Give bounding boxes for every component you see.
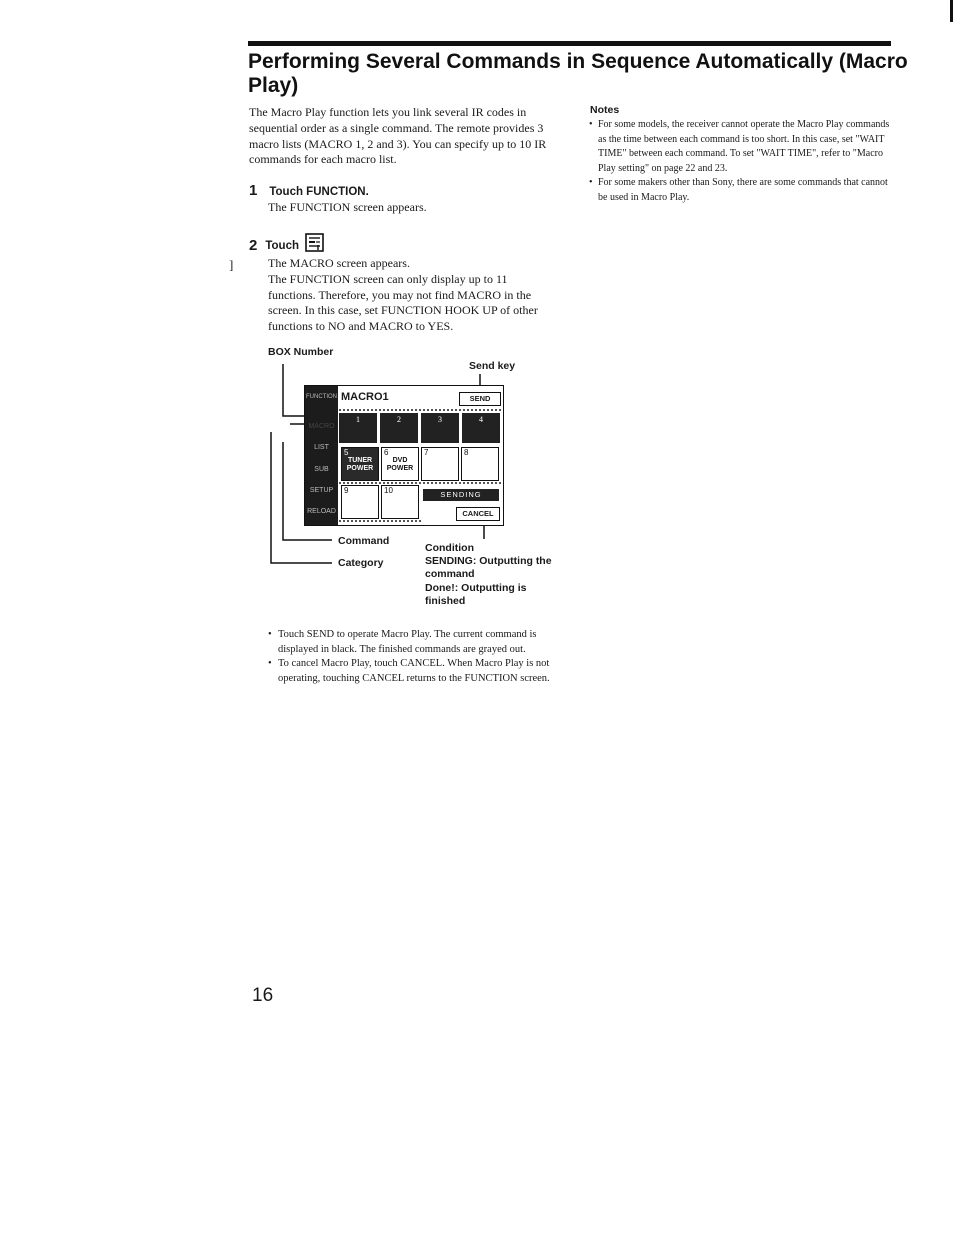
side-tab-setup[interactable]: SETUP: [309, 487, 334, 494]
slot-label: TUNER POWER: [346, 457, 374, 472]
slot-number: 8: [464, 448, 469, 457]
page-title: Performing Several Commands in Sequence Automatically (Macro Play): [248, 50, 908, 97]
command-slot-5[interactable]: [341, 447, 379, 481]
command-slot-9[interactable]: [341, 485, 379, 519]
callout-sending: SENDING: Outputting the command: [425, 555, 552, 581]
step-2: [249, 233, 325, 258]
callout-command: Command: [338, 535, 390, 547]
step-1-number: 1: [249, 182, 258, 199]
side-tab-bar: [305, 386, 338, 525]
command-slot-8[interactable]: [461, 447, 499, 481]
status-indicator: SENDING: [423, 489, 499, 501]
macro-box-2[interactable]: [380, 413, 418, 443]
box-number: 3: [438, 415, 442, 424]
usage-bullets: [268, 628, 553, 686]
slot-number: 9: [344, 486, 349, 495]
callout-box-number: BOX Number: [268, 346, 334, 358]
macro-box-4[interactable]: [462, 413, 500, 443]
step-2-label: Touch: [265, 239, 299, 252]
margin-mark: ]: [229, 257, 234, 272]
command-slot-7[interactable]: [421, 447, 459, 481]
note-item: • For some makers other than Sony, there are some commands that cannot be used in Macro Play.: [589, 176, 897, 205]
notes-list: [589, 118, 897, 205]
command-slot-10[interactable]: [381, 485, 419, 519]
edge-mark: [950, 0, 953, 22]
slot-number: 6: [384, 448, 389, 457]
side-tab-reload[interactable]: RELOAD: [307, 508, 336, 515]
cancel-button[interactable]: CANCEL: [456, 507, 500, 521]
box-number: 4: [479, 415, 483, 424]
side-tab-function[interactable]: FUNCTION: [306, 394, 337, 400]
notes-heading: Notes: [590, 104, 620, 116]
divider: [339, 482, 501, 484]
side-tab-list[interactable]: LIST: [314, 444, 329, 451]
command-slot-6[interactable]: [381, 447, 419, 481]
slot-number: 7: [424, 448, 429, 457]
step-2-description: The MACRO screen appears. The FUNCTION screen can only display up to 11 functions. Therefore, you may not find MACRO in the screen. In this case, set FUNCTION HOOK UP of other functions to NO and MACRO to YES.: [268, 256, 538, 334]
page-number: 16: [252, 985, 274, 1006]
slot-number: 10: [384, 486, 393, 495]
slot-label: DVD POWER: [386, 457, 414, 472]
title-rule: [248, 41, 891, 46]
step-1-description: The FUNCTION screen appears.: [268, 200, 427, 214]
side-tab-sub[interactable]: SUB: [314, 466, 329, 473]
macro-screen-title: MACRO1: [341, 391, 389, 403]
note-item: • For some models, the receiver cannot operate the Macro Play commands as the time between each command is too short. In this case, set "WAIT TIME" between each command. To set "WAIT TIME", refer to "Macro Play setting" on page 22 and 23.: [589, 118, 897, 176]
step-1-label: Touch FUNCTION.: [269, 186, 369, 198]
slot-number: 5: [344, 448, 349, 457]
box-number: 1: [356, 415, 360, 424]
callout-done: Done!: Outputting is finished: [425, 582, 527, 608]
callout-condition: Condition: [425, 542, 474, 554]
intro-paragraph: The Macro Play function lets you link several IR codes in sequential order as a single command. The remote provides 3 macro lists (MACRO 1, 2 and 3). You can specify up to 10 IR commands for each macro list.: [249, 105, 547, 167]
callout-send-key: Send key: [469, 360, 516, 372]
macro-box-1[interactable]: [339, 413, 377, 443]
send-button[interactable]: SEND: [459, 392, 501, 406]
step-1: [249, 182, 369, 200]
callout-category: Category: [338, 557, 384, 569]
side-tab-macro[interactable]: MACRO: [308, 423, 335, 430]
divider: [339, 409, 501, 411]
bullet-item: • Touch SEND to operate Macro Play. The current command is displayed in black. The finished commands are grayed out.: [268, 628, 553, 657]
macro-list-icon: [305, 233, 325, 258]
macro-box-3[interactable]: [421, 413, 459, 443]
macro-screen: [304, 385, 504, 526]
box-number: 2: [397, 415, 401, 424]
bullet-item: • To cancel Macro Play, touch CANCEL. When Macro Play is not operating, touching CANCEL returns to the FUNCTION screen.: [268, 657, 553, 686]
step-2-number: 2: [249, 237, 258, 254]
divider: [339, 520, 421, 522]
